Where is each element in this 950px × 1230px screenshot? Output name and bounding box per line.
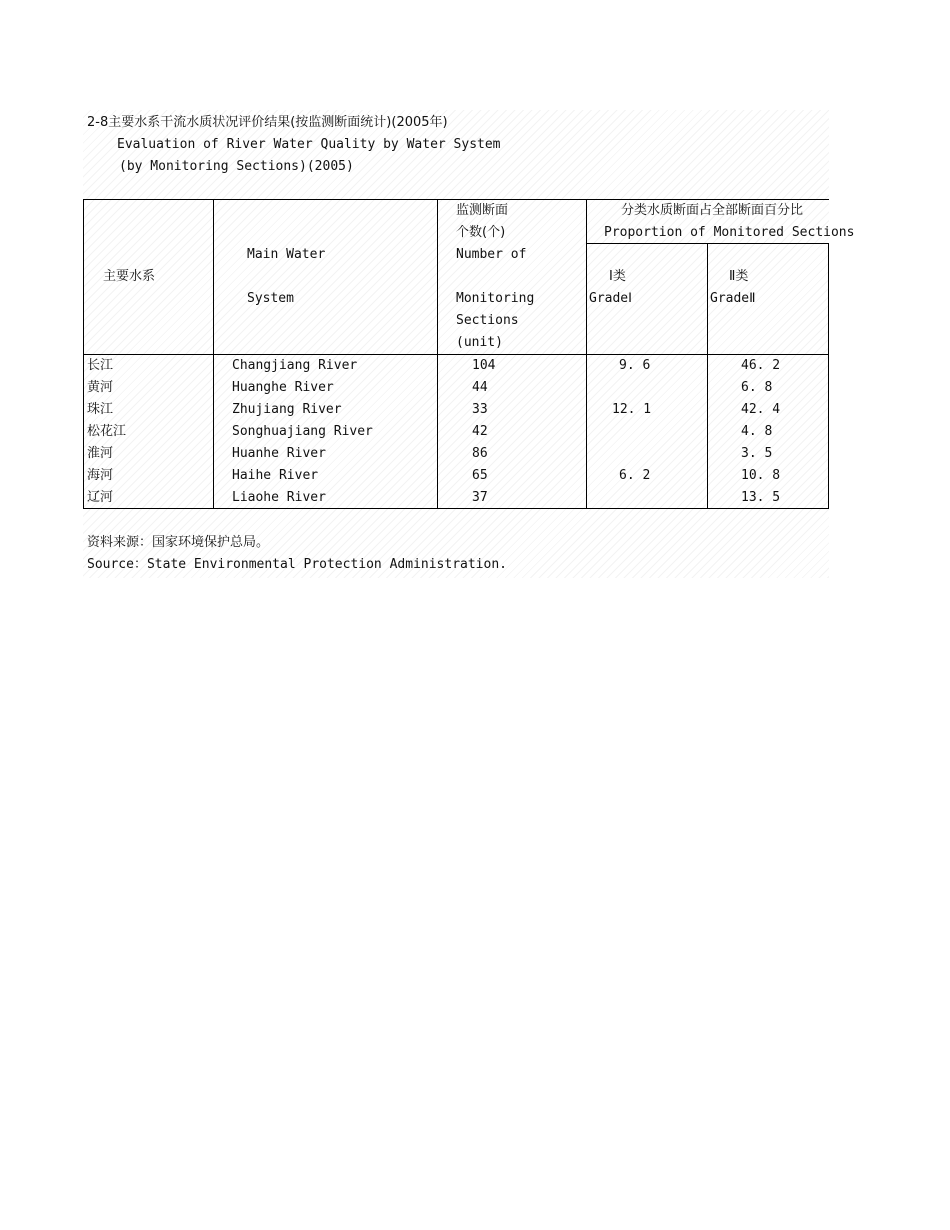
source-note-en: Source：State Environmental Protection Administration. [87, 557, 507, 572]
row-grade2: 46. 2 [741, 358, 781, 373]
col-border-2 [437, 199, 438, 509]
header-bottom-border [83, 354, 829, 355]
row-grade2: 10. 8 [741, 468, 781, 483]
row-grade2: 42. 4 [741, 402, 781, 417]
row-system-zh: 松花江 [87, 424, 127, 439]
row-grade2: 6. 8 [741, 380, 773, 395]
row-system-en: Haihe River [232, 468, 319, 483]
table-title-en-line2: (by Monitoring Sections)(2005) [119, 159, 354, 174]
header-proportion-zh: 分类水质断面占全部断面百分比 [621, 203, 804, 218]
row-grade2: 4. 8 [741, 424, 773, 439]
header-grade2-en: GradeⅡ [710, 291, 756, 306]
row-count: 65 [472, 468, 488, 483]
col-border-3 [586, 199, 587, 509]
header-system-zh: 主要水系 [103, 269, 156, 284]
col-border-1 [213, 199, 214, 509]
row-system-zh: 长江 [87, 358, 114, 373]
spreadsheet-area [83, 110, 855, 578]
row-system-zh: 辽河 [87, 490, 114, 505]
header-grade2-zh: Ⅱ类 [729, 269, 749, 284]
row-grade2: 13. 5 [741, 490, 781, 505]
row-system-zh: 珠江 [87, 402, 114, 417]
row-system-en: Liaohe River [232, 490, 326, 505]
header-count-en-2: Monitoring [456, 291, 535, 306]
col-border-0 [83, 199, 84, 509]
row-system-zh: 黄河 [87, 380, 114, 395]
row-system-zh: 淮河 [87, 446, 114, 461]
row-system-en: Huanghe River [232, 380, 334, 395]
row-count: 44 [472, 380, 488, 395]
row-count: 42 [472, 424, 488, 439]
header-grade1-zh: Ⅰ类 [609, 269, 626, 284]
row-system-en: Huanhe River [232, 446, 326, 461]
row-system-en: Songhuajiang River [232, 424, 373, 439]
row-grade1: 12. 1 [612, 402, 652, 417]
row-system-en: Zhujiang River [232, 402, 342, 417]
header-proportion-en: Proportion of Monitored Sections [604, 225, 855, 240]
header-system-en-1: Main Water [247, 247, 326, 262]
row-count: 37 [472, 490, 488, 505]
source-note-zh: 资料来源：国家环境保护总局。 [87, 535, 270, 550]
col-border-4 [707, 243, 708, 509]
header-count-en-3: Sections [456, 313, 519, 328]
header-count-zh-1: 监测断面 [456, 203, 509, 218]
row-grade1: 9. 6 [619, 358, 651, 373]
header-count-zh-2: 个数(个) [456, 225, 506, 240]
row-count: 104 [472, 358, 496, 373]
header-count-en-1: Number of [456, 247, 527, 262]
header-system-en-2: System [247, 291, 294, 306]
row-grade1: 6. 2 [619, 468, 651, 483]
table-title-zh: 2-8主要水系干流水质状况评价结果(按监测断面统计)(2005年) [87, 115, 448, 130]
row-grade2: 3. 5 [741, 446, 773, 461]
row-system-en: Changjiang River [232, 358, 358, 373]
table-bottom-border [83, 508, 829, 509]
table-title-en-line1: Evaluation of River Water Quality by Water System [117, 137, 501, 152]
header-count-en-4: (unit) [456, 335, 503, 350]
row-count: 86 [472, 446, 488, 461]
row-system-zh: 海河 [87, 468, 114, 483]
header-grade1-en: GradeⅠ [589, 291, 632, 306]
row-count: 33 [472, 402, 488, 417]
col-border-5 [828, 243, 829, 509]
